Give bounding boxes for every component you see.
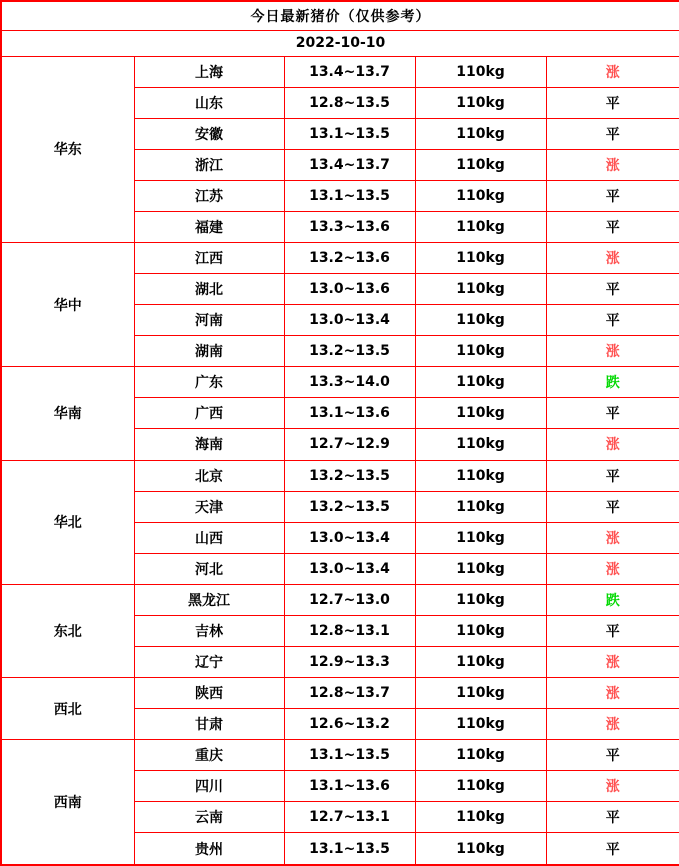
province-cell: 四川 xyxy=(134,771,284,802)
weight-cell: 110kg xyxy=(415,740,546,771)
page-title: 今日最新猪价（仅供参考） xyxy=(1,1,679,30)
date-row xyxy=(1,30,679,56)
price-cell: 13.2~13.5 xyxy=(284,491,415,522)
table-row xyxy=(1,367,679,398)
province-cell: 辽宁 xyxy=(134,646,284,677)
trend-cell: 涨 xyxy=(546,429,679,460)
province-cell: 安徽 xyxy=(134,118,284,149)
province-cell: 广东 xyxy=(134,367,284,398)
price-cell: 13.1~13.6 xyxy=(284,398,415,429)
region-cell: 华东 xyxy=(1,56,134,242)
price-cell: 13.0~13.4 xyxy=(284,553,415,584)
weight-cell: 110kg xyxy=(415,274,546,305)
price-cell: 13.3~13.6 xyxy=(284,211,415,242)
province-cell: 重庆 xyxy=(134,740,284,771)
price-cell: 12.7~13.0 xyxy=(284,584,415,615)
province-cell: 湖南 xyxy=(134,336,284,367)
weight-cell: 110kg xyxy=(415,491,546,522)
trend-cell: 平 xyxy=(546,491,679,522)
trend-cell: 涨 xyxy=(546,678,679,709)
table-row xyxy=(1,460,679,491)
price-cell: 13.2~13.6 xyxy=(284,242,415,273)
province-cell: 福建 xyxy=(134,211,284,242)
province-cell: 山西 xyxy=(134,522,284,553)
price-cell: 13.1~13.5 xyxy=(284,740,415,771)
region-cell: 华中 xyxy=(1,242,134,366)
price-cell: 12.7~12.9 xyxy=(284,429,415,460)
trend-cell: 平 xyxy=(546,740,679,771)
weight-cell: 110kg xyxy=(415,553,546,584)
trend-cell: 涨 xyxy=(546,522,679,553)
weight-cell: 110kg xyxy=(415,615,546,646)
table-row xyxy=(1,56,679,87)
weight-cell: 110kg xyxy=(415,180,546,211)
price-cell: 13.4~13.7 xyxy=(284,56,415,87)
province-cell: 海南 xyxy=(134,429,284,460)
price-cell: 12.8~13.5 xyxy=(284,87,415,118)
price-cell: 13.0~13.4 xyxy=(284,305,415,336)
weight-cell: 110kg xyxy=(415,336,546,367)
province-cell: 黑龙江 xyxy=(134,584,284,615)
trend-cell: 涨 xyxy=(546,336,679,367)
price-cell: 13.0~13.6 xyxy=(284,274,415,305)
region-cell: 华北 xyxy=(1,460,134,584)
price-cell: 13.0~13.4 xyxy=(284,522,415,553)
weight-cell: 110kg xyxy=(415,584,546,615)
region-cell: 华南 xyxy=(1,367,134,460)
price-cell: 13.3~14.0 xyxy=(284,367,415,398)
price-cell: 13.1~13.5 xyxy=(284,118,415,149)
weight-cell: 110kg xyxy=(415,429,546,460)
weight-cell: 110kg xyxy=(415,149,546,180)
trend-cell: 涨 xyxy=(546,709,679,740)
province-cell: 天津 xyxy=(134,491,284,522)
province-cell: 贵州 xyxy=(134,833,284,865)
price-cell: 12.8~13.1 xyxy=(284,615,415,646)
province-cell: 河南 xyxy=(134,305,284,336)
trend-cell: 平 xyxy=(546,118,679,149)
trend-cell: 平 xyxy=(546,615,679,646)
date-label: 2022-10-10 xyxy=(1,30,679,56)
province-cell: 江苏 xyxy=(134,180,284,211)
trend-cell: 平 xyxy=(546,398,679,429)
weight-cell: 110kg xyxy=(415,460,546,491)
price-cell: 13.1~13.5 xyxy=(284,833,415,865)
price-cell: 12.7~13.1 xyxy=(284,802,415,833)
price-cell: 12.6~13.2 xyxy=(284,709,415,740)
weight-cell: 110kg xyxy=(415,242,546,273)
province-cell: 河北 xyxy=(134,553,284,584)
trend-cell: 平 xyxy=(546,833,679,865)
trend-cell: 平 xyxy=(546,180,679,211)
price-cell: 13.2~13.5 xyxy=(284,336,415,367)
weight-cell: 110kg xyxy=(415,678,546,709)
province-cell: 北京 xyxy=(134,460,284,491)
title-row xyxy=(1,1,679,30)
province-cell: 湖北 xyxy=(134,274,284,305)
weight-cell: 110kg xyxy=(415,398,546,429)
table-row xyxy=(1,740,679,771)
region-cell: 东北 xyxy=(1,584,134,677)
trend-cell: 涨 xyxy=(546,646,679,677)
price-cell: 13.1~13.5 xyxy=(284,180,415,211)
table-row xyxy=(1,242,679,273)
province-cell: 云南 xyxy=(134,802,284,833)
weight-cell: 110kg xyxy=(415,367,546,398)
trend-cell: 涨 xyxy=(546,553,679,584)
weight-cell: 110kg xyxy=(415,709,546,740)
weight-cell: 110kg xyxy=(415,87,546,118)
trend-cell: 涨 xyxy=(546,242,679,273)
weight-cell: 110kg xyxy=(415,118,546,149)
trend-cell: 跌 xyxy=(546,367,679,398)
trend-cell: 涨 xyxy=(546,149,679,180)
weight-cell: 110kg xyxy=(415,305,546,336)
trend-cell: 平 xyxy=(546,802,679,833)
trend-cell: 平 xyxy=(546,305,679,336)
table-row xyxy=(1,678,679,709)
price-cell: 12.9~13.3 xyxy=(284,646,415,677)
weight-cell: 110kg xyxy=(415,56,546,87)
price-table-body xyxy=(1,56,679,865)
trend-cell: 平 xyxy=(546,87,679,118)
province-cell: 吉林 xyxy=(134,615,284,646)
table-row xyxy=(1,584,679,615)
price-cell: 13.4~13.7 xyxy=(284,149,415,180)
trend-cell: 跌 xyxy=(546,584,679,615)
price-cell: 13.2~13.5 xyxy=(284,460,415,491)
weight-cell: 110kg xyxy=(415,833,546,865)
price-cell: 12.8~13.7 xyxy=(284,678,415,709)
weight-cell: 110kg xyxy=(415,802,546,833)
trend-cell: 平 xyxy=(546,211,679,242)
region-cell: 西南 xyxy=(1,740,134,865)
weight-cell: 110kg xyxy=(415,211,546,242)
province-cell: 甘肃 xyxy=(134,709,284,740)
region-cell: 西北 xyxy=(1,678,134,740)
province-cell: 山东 xyxy=(134,87,284,118)
weight-cell: 110kg xyxy=(415,646,546,677)
price-cell: 13.1~13.6 xyxy=(284,771,415,802)
trend-cell: 平 xyxy=(546,460,679,491)
trend-cell: 平 xyxy=(546,274,679,305)
province-cell: 江西 xyxy=(134,242,284,273)
trend-cell: 涨 xyxy=(546,771,679,802)
province-cell: 浙江 xyxy=(134,149,284,180)
province-cell: 上海 xyxy=(134,56,284,87)
trend-cell: 涨 xyxy=(546,56,679,87)
province-cell: 广西 xyxy=(134,398,284,429)
province-cell: 陕西 xyxy=(134,678,284,709)
weight-cell: 110kg xyxy=(415,771,546,802)
weight-cell: 110kg xyxy=(415,522,546,553)
